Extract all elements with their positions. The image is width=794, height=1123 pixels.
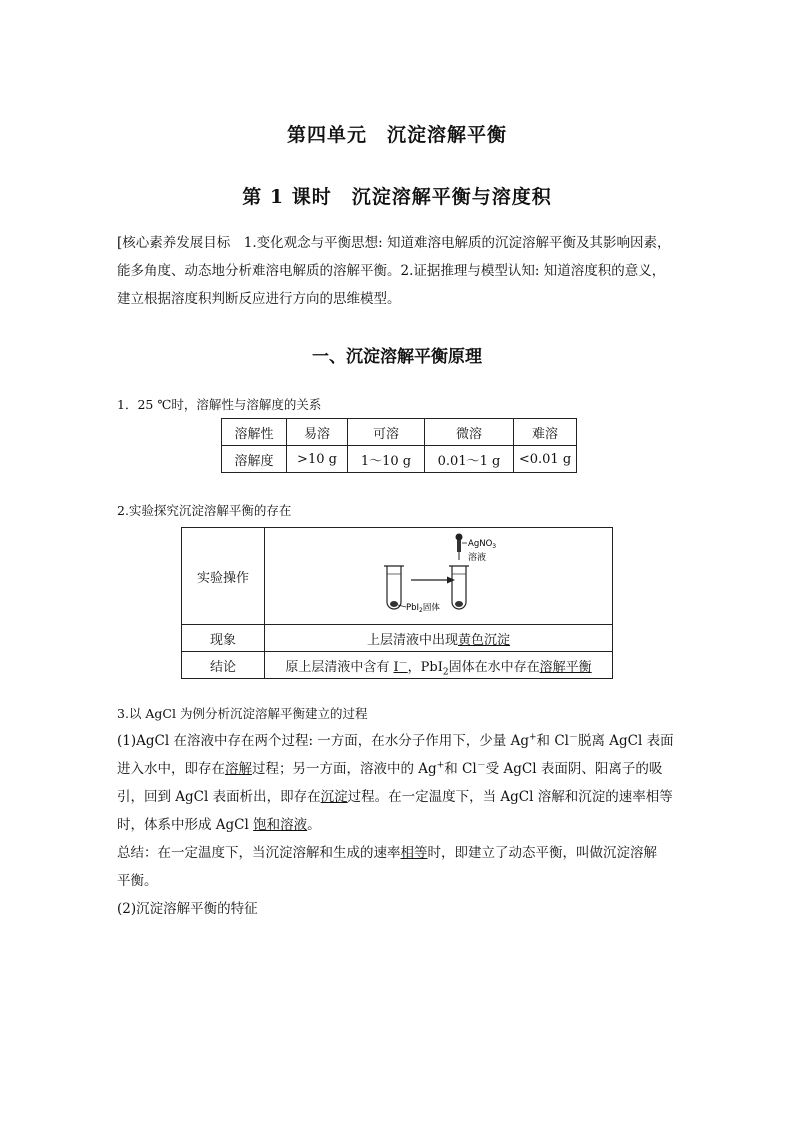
item3-body (117, 727, 682, 923)
table-row (182, 652, 613, 679)
goals-text: 1.变化观念与平衡思想: 知道难溶电解质的沉淀溶解平衡及其影响因素， (243, 235, 671, 251)
experiment-figure (269, 528, 609, 620)
conclusion-text-3: 固体在水中存在 (448, 659, 540, 675)
answer-dissolve: 溶解 (225, 761, 252, 777)
table-cell: >10 g (287, 446, 348, 473)
body-line: 引，回到 AgCl 表面析出，即存在沉淀过程。在一定温度下，当 AgCl 溶解和沉淀的速率相等 (117, 789, 673, 805)
table-row (182, 625, 613, 652)
table-cell: 0.01～1 g (425, 446, 514, 473)
answer-equal: 相等 (400, 845, 428, 861)
table-cell: 可溶 (348, 419, 425, 446)
dropper-body (457, 540, 461, 552)
solid-left (390, 601, 398, 607)
conclusion-text-2: ，PbI (407, 659, 443, 675)
answer-iodide: I－ (393, 658, 408, 675)
summary-line: 总结：在一定温度下，当沉淀溶解和生成的速率相等时，即建立了动态平衡，叫做沉淀溶解 (117, 845, 657, 861)
section-heading: 一、沉淀溶解平衡原理 (312, 347, 482, 367)
table-cell: <0.01 g (514, 446, 577, 473)
core-goals (117, 229, 682, 313)
item2-heading: 2.实验探究沉淀溶解平衡的存在 (117, 503, 292, 518)
goals-line-2: 能多角度、动态地分析难溶电解质的溶解平衡。2.证据推理与模型认知: 知道溶度积的意义， (117, 263, 666, 279)
row-label-conclusion: 结论 (182, 652, 265, 679)
experiment-figure-cell (265, 528, 613, 625)
table-cell: 溶解性 (222, 419, 287, 446)
dropper-bulb (455, 534, 462, 541)
answer-dissolution-equilibrium: 溶解平衡 (539, 659, 592, 675)
phenomenon-cell (265, 625, 613, 652)
conclusion-cell (265, 652, 613, 679)
answer-saturated-solution: 饱和溶液 (253, 817, 308, 833)
arrow-head (447, 577, 455, 584)
subheading-features: (2)沉淀溶解平衡的特征 (117, 901, 258, 917)
conclusion-text: 原上层清液中含有 (285, 659, 394, 675)
summary-line-2: 平衡。 (117, 873, 158, 889)
item1-heading: 1．25 ℃时，溶解性与溶解度的关系 (117, 397, 322, 412)
reagent-label-2: 溶液 (467, 553, 486, 563)
goals-label: [核心素养发展目标 (117, 235, 231, 251)
table-cell: 难溶 (514, 419, 577, 446)
row-label-operation: 实验操作 (182, 528, 265, 625)
unit-title: 第四单元 沉淀溶解平衡 (286, 124, 507, 146)
body-line: 进入水中，即存在溶解过程；另一方面，溶液中的 Ag+和 Cl－受 AgCl 表面阴、阳离子的吸 (117, 760, 663, 777)
answer-yellow-precipitate: 黄色沉淀 (458, 632, 511, 648)
reagent-label-1: AgNO$_3$ (467, 539, 496, 550)
row-label-phenomenon: 现象 (182, 625, 265, 652)
phenomenon-text: 上层清液中出现 (366, 632, 458, 648)
solubility-table (221, 418, 577, 473)
table-row (222, 446, 577, 473)
table-cell: 易溶 (287, 419, 348, 446)
table-cell: 溶解度 (222, 446, 287, 473)
table-cell: 微溶 (425, 419, 514, 446)
goals-line-1 (117, 229, 682, 257)
item3-heading: 3.以 AgCl 为例分析沉淀溶解平衡建立的过程 (117, 706, 368, 721)
table-row (182, 528, 613, 625)
answer-precipitate: 沉淀 (320, 789, 348, 805)
experiment-table (181, 527, 613, 679)
body-line: (1)AgCl 在溶液中存在两个过程: 一方面，在水分子作用下，少量 Ag+和 Cl－脱离 AgCl 表面 (117, 732, 674, 749)
lesson-title: 第 1 课时 沉淀溶解平衡与溶度积 (242, 186, 552, 208)
solid-right (455, 601, 463, 607)
subscript: 2 (442, 667, 449, 678)
table-cell: 1～10 g (348, 446, 425, 473)
solid-label: PbI$_2$固体 (405, 603, 440, 614)
body-line: 时，体系中形成 AgCl 饱和溶液。 (117, 817, 321, 833)
goals-line-3: 建立根据溶度积判断反应进行方向的思维模型。 (117, 291, 401, 307)
table-row (222, 419, 577, 446)
